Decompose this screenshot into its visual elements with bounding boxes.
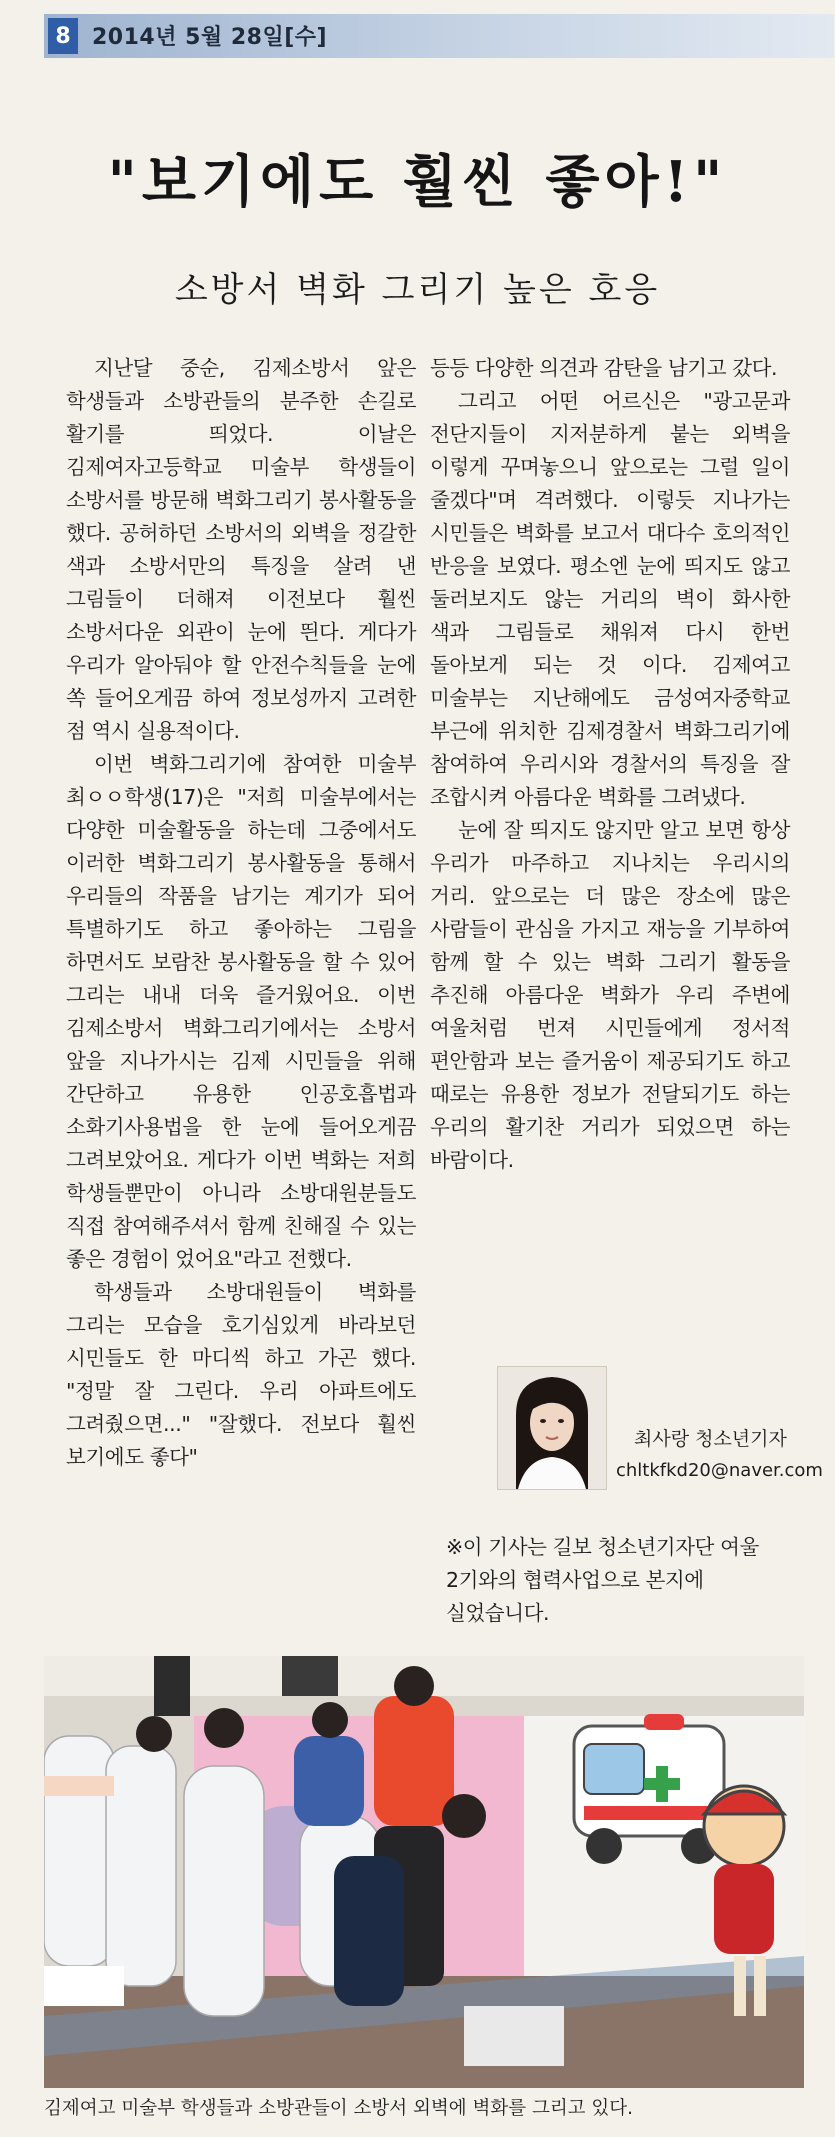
paragraph: 그리고 어떤 어르신은 "광고문과 전단지들이 지저분하게 붙는 외벽을 이렇게 꾸며놓으니 앞으로는 그럴 일이 줄겠다"며 격려했다. 이렇듯 지나가는 시민들은 벽화를 보고서 대다수 호의적인 반응을 보였다. 평소엔 눈에 띄지도 않고 둘러보지도 않는 거리의 벽이 화사한 색과 그림들로 채워져 다시 한번 돌아보게 되는 것 이다. 김제여고 미술부는 지난해에도 금성여자중학교 부근에 위치한 김제경찰서 벽화그리기에 참여하여 우리시와 경찰서의 특징을 잘 조합시켜 아름다운 벽화를 그려냈다. (430, 389, 790, 809)
page-number-badge: 8 (48, 18, 78, 54)
article-column-right (430, 352, 790, 1177)
headline: "보기에도 훨씬 좋아!" (107, 149, 728, 215)
byline-name: 최사랑 청소년기자 (634, 1428, 787, 1450)
byline-email: chltkfkd20@naver.com (616, 1460, 823, 1481)
issue-date: 2014년 5월 28일[수] (92, 25, 328, 50)
paragraph: 학생들과 소방대원들이 벽화를 그리는 모습을 호기심있게 바라보던 시민들도 한 마디씩 하고 가곤 했다. "정말 잘 그린다. 우리 아파트에도 그려줬으면..." "잘했다. 전보다 훨씬 보기에도 좋다" (66, 1280, 416, 1469)
subheadline: 소방서 벽화 그리기 높은 호응 (174, 270, 661, 310)
cooperation-note: ※이 기사는 길보 청소년기자단 여울 2기와의 협력사업으로 본지에 실었습니다. (446, 1535, 759, 1625)
article-photo (44, 1656, 804, 2088)
paragraph: 이번 벽화그리기에 참여한 미술부 최ㅇㅇ학생(17)은 "저희 미술부에서는 다양한 미술활동을 하는데 그중에서도 이러한 벽화그리기 봉사활동을 통해서 우리들의 작품을 남기는 계기가 되어 특별하기도 하고 좋아하는 그림을 하면서도 보람찬 봉사활동을 할 수 있어 그리는 내내 더욱 즐거웠어요. 이번 김제소방서 벽화그리기에서는 소방서 앞을 지나가시는 김제 시민들을 위해 간단하고 유용한 인공호흡법과 소화기사용법을 한 눈에 들어오게끔 그려보았어요. 게다가 이번 벽화는 저희 학생들뿐만이 아니라 소방대원분들도 직접 참여해주셔서 함께 친해질 수 있는 좋은 경험이 었어요"라고 전했다. (66, 752, 416, 1271)
paragraph: 지난달 중순, 김제소방서 앞은 학생들과 소방관들의 분주한 손길로 활기를 띄었다. 이날은 김제여자고등학교 미술부 학생들이 소방서를 방문해 벽화그리기 봉사활동을 했다. 공허하던 소방서의 외벽을 정갈한 색과 소방서만의 특징을 살려 낸 그림들이 더해져 이전보다 훨씬 소방서다운 외관이 눈에 띈다. 게다가 우리가 알아둬야 할 안전수칙들을 눈에 쏙 들어오게끔 하여 정보성까지 고려한 점 역시 실용적이다. (66, 356, 416, 743)
reporter-portrait (497, 1366, 607, 1490)
paragraph: 등등 다양한 의견과 감탄을 남기고 갔다. (430, 356, 778, 380)
paragraph: 눈에 잘 띄지도 않지만 알고 보면 항상 우리가 마주하고 지나치는 우리시의 거리. 앞으로는 더 많은 장소에 많은 사람들이 관심을 가지고 재능을 기부하여 함께 할 수 있는 벽화 그리기 활동을 추진해 아름다운 벽화가 우리 주변에 여울처럼 번져 시민들에게 정서적 편안함과 보는 즐거움이 제공되기도 하고 때로는 유용한 정보가 전달되기도 하는 우리의 활기찬 거리가 되었으면 하는 바람이다. (430, 818, 790, 1172)
article-column-left (66, 352, 416, 1474)
photo-caption: 김제여고 미술부 학생들과 소방관들이 소방서 외벽에 벽화를 그리고 있다. (44, 2098, 634, 2119)
